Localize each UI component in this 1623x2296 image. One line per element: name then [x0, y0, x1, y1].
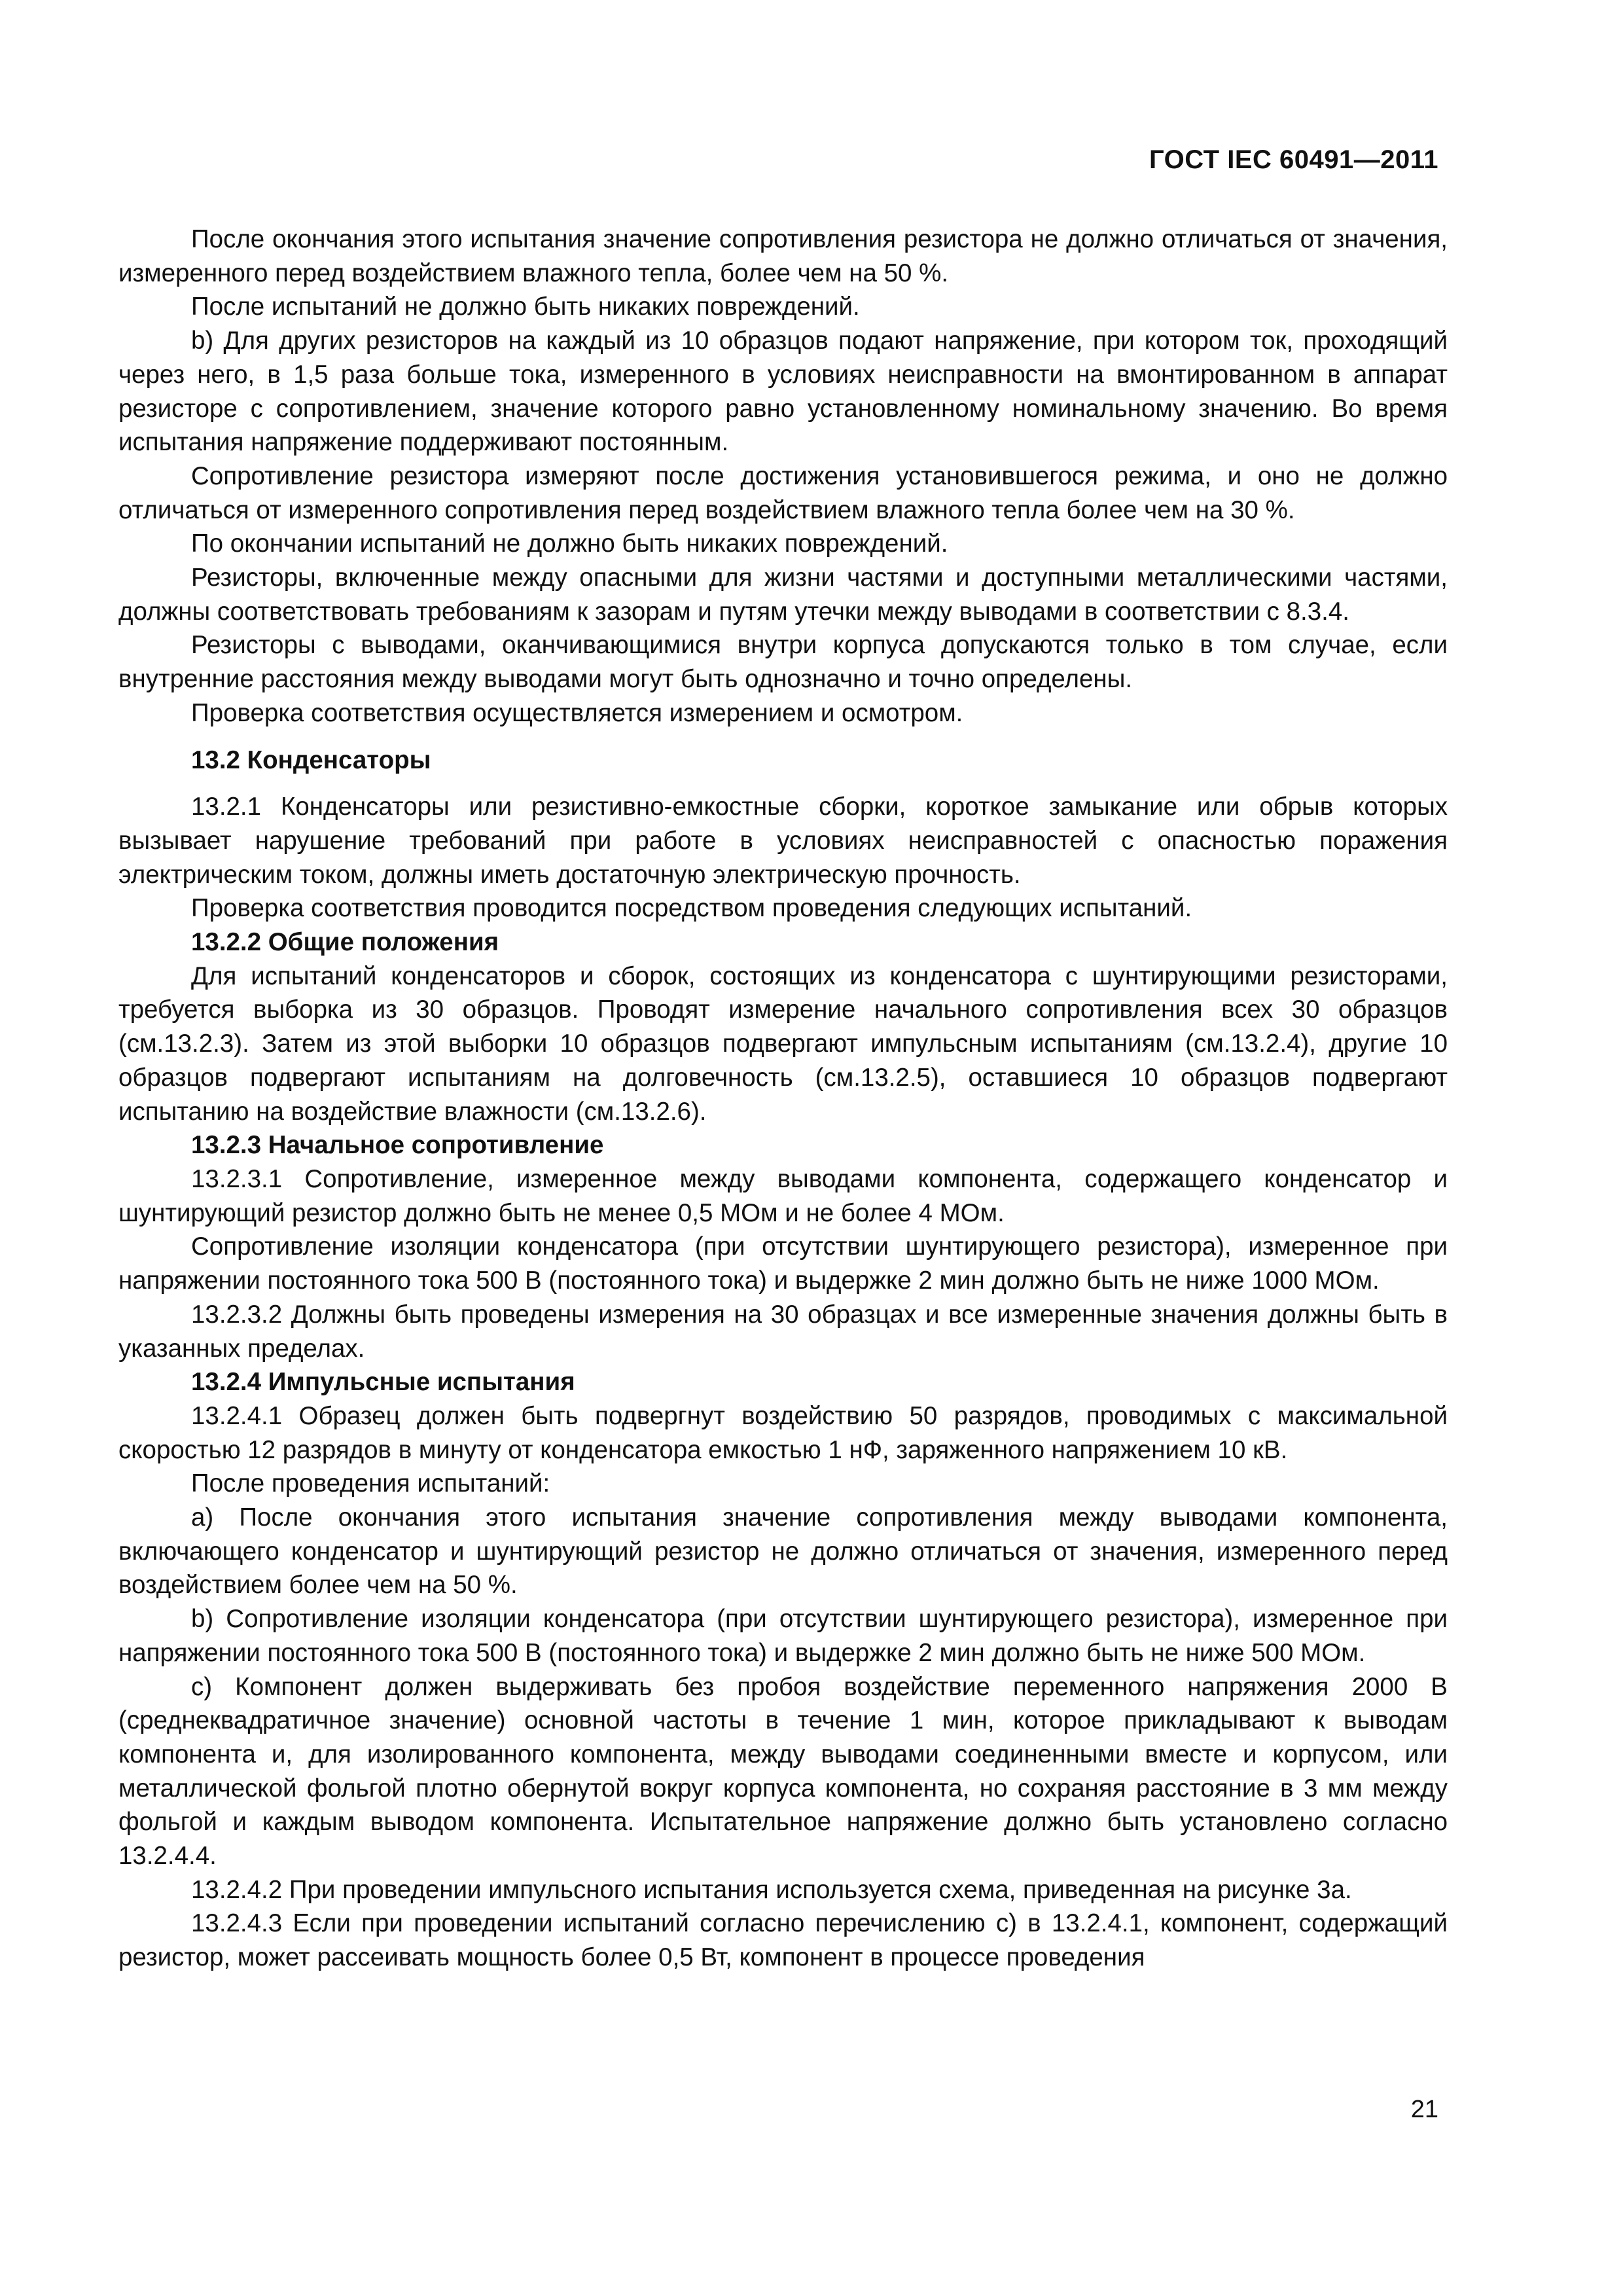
list-item-b: b) Сопротивление изоляции конденсатора (при отсутствии шунтирующего резистора), измеренное при напряжении постоянного тока 500 В (постоянного тока) и выдержке 2 мин должно быть не ниже 500 МОм.: [118, 1605, 1448, 1667]
paragraph-13-2-3-1: 13.2.3.1 Сопротивление, измеренное между выводами компонента, содержащего конденсатор и шунтирующий резистор должно быть не менее 0,5 МОм и не более 4 МОм.: [118, 1164, 1448, 1227]
paragraph: После испытаний не должно быть никаких повреждений.: [191, 293, 860, 321]
paragraph-13-2-3-2: 13.2.3.2 Должны быть проведены измерения на 30 образцах и все измеренные значения должны быть в указанных пределах.: [118, 1300, 1448, 1363]
document-code-header: ГОСТ IEC 60491—2011: [1149, 145, 1438, 174]
page-number: 21: [1410, 2096, 1438, 2123]
page-body: [118, 223, 1448, 1975]
subsection-heading-13-2-3: 13.2.3 Начальное сопротивление: [191, 1131, 604, 1160]
paragraph: Сопротивление изоляции конденсатора (при отсутствии шунтирующего резистора), измеренное при напряжении постоянного тока 500 В (постоянного тока) и выдержке 2 мин должно быть не ниже 1000 МОм.: [118, 1232, 1448, 1295]
paragraph: После проведения испытаний:: [191, 1469, 550, 1498]
subsection-heading-13-2-2: 13.2.2 Общие положения: [191, 928, 499, 957]
paragraph: b) Для других резисторов на каждый из 10 образцов подают напряжение, при котором ток, проходящий через него, в 1,5 раза больше тока, измеренного в условиях неисправности на вмонтированном в аппарат резисторе с сопротивлением, значение которого равно установленному номинальному значению. Во время испытания напряжение поддерживают постоянным.: [118, 327, 1448, 457]
paragraph: После окончания этого испытания значение сопротивления резистора не должно отличаться от значения, измеренного перед воздействием влажного тепла, более чем на 50 %.: [118, 225, 1448, 287]
list-item-a: a) После окончания этого испытания значение сопротивления между выводами компонента, включающего конденсатор и шунтирующий резистор не должно отличаться от значения, измеренного перед воздействием более чем на 50 %.: [118, 1503, 1448, 1600]
subsection-heading-13-2-4: 13.2.4 Импульсные испытания: [191, 1368, 575, 1397]
section-heading-13-2: 13.2 Конденсаторы: [191, 745, 431, 774]
paragraph: Проверка соответствия проводится посредством проведения следующих испытаний.: [191, 894, 1192, 923]
paragraph: По окончании испытаний не должно быть никаких повреждений.: [191, 529, 948, 558]
paragraph: Резисторы, включенные между опасными для жизни частями и доступными металлическими частями, должны соответствовать требованиям к зазорам и путям утечки между выводами в соответствии с 8.3.4.: [118, 564, 1448, 626]
list-item-c: c) Компонент должен выдерживать без пробоя воздействие переменного напряжения 2000 В (среднеквадратичное значение) основной частоты в течение 1 мин, которое прикладывают к выводам компонента и, для изолированного компонента, между выводами соединенными вместе и корпусом, или металлической фольгой плотно обернутой вокруг корпуса компонента, но сохраняя расстояние в 3 мм между фольгой и каждым выводом компонента. Испытательное напряжение должно быть установлено согласно 13.2.4.4.: [118, 1672, 1448, 1871]
paragraph: Резисторы с выводами, оканчивающимися внутри корпуса допускаются только в том случае, если внутренние расстояния между выводами могут быть однозначно и точно определены.: [118, 631, 1448, 694]
paragraph: Сопротивление резистора измеряют после достижения установившегося режима, и оно не должно отличаться от измеренного сопротивления перед воздействием влажного тепла более чем на 30 %.: [118, 461, 1448, 524]
paragraph-13-2-4-1: 13.2.4.1 Образец должен быть подвергнут воздействию 50 разрядов, проводимых с максимальной скоростью 12 разрядов в минуту от конденсатора емкостью 1 нФ, заряженного напряжением 10 кВ.: [118, 1401, 1448, 1464]
paragraph: Для испытаний конденсаторов и сборок, состоящих из конденсатора с шунтирующими резисторами, требуется выборка из 30 образцов. Проводят измерение начального сопротивления всех 30 образцов (см.13.2.3). Затем из этой выборки 10 образцов подвергают импульсным испытаниям (см.13.2.4), другие 10 образцов подвергают испытаниям на долговечность (см.13.2.5), оставшиеся 10 образцов подвергают испытанию на воздействие влажности (см.13.2.6).: [118, 961, 1448, 1126]
paragraph: Проверка соответствия осуществляется измерением и осмотром.: [191, 698, 963, 727]
paragraph-13-2-1: 13.2.1 Конденсаторы или резистивно-емкостные сборки, короткое замыкание или обрыв которых вызывает нарушение требований при работе в условиях неисправностей с опасностью поражения электрическим током, должны иметь достаточную электрическую прочность.: [118, 793, 1448, 889]
paragraph-13-2-4-2: 13.2.4.2 При проведении импульсного испытания используется схема, приведенная на рисунке 3а.: [191, 1875, 1352, 1904]
paragraph-13-2-4-3: 13.2.4.3 Если при проведении испытаний согласно перечислению c) в 13.2.4.1, компонент, содержащий резистор, может рассеивать мощность более 0,5 Вт, компонент в процессе проведения: [118, 1909, 1448, 1972]
